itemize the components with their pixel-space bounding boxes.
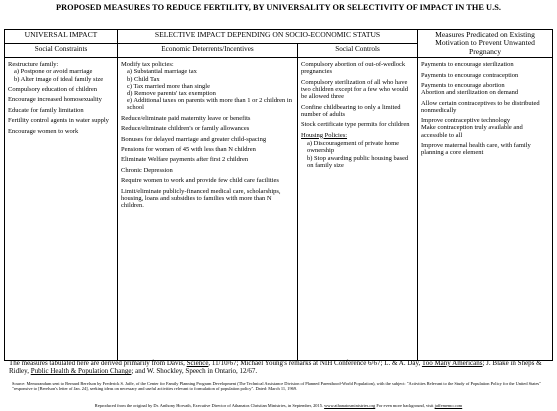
list-item: Payments to encourage sterilization [421, 61, 514, 69]
notes-paragraph [9, 359, 551, 376]
list-item: Compulsory sterilization of all who have two children except for a few who would be allowed three [301, 78, 409, 101]
list-item: Pensions for women of 45 with less than N children [121, 146, 256, 153]
notes-text: The measures tabulated here are derived primarily from Davis, [9, 359, 187, 367]
list-item: Reduce/eliminate paid maternity leave or benefits [121, 114, 251, 122]
list-item: b) Alter image of ideal family size [14, 75, 104, 83]
measures-table [4, 29, 553, 361]
list-item: Compulsory abortion of out-of-wedlock pregnancies [301, 61, 406, 76]
list-item: a) Substantial marriage tax [127, 68, 197, 76]
subheader-economic: Economic Deterrents/Incentives [118, 44, 298, 58]
list-item: Chronic Depression [121, 166, 173, 174]
column-social-controls [298, 58, 418, 361]
list-item: Encourage increased homosexuality [8, 96, 102, 104]
notes-source-too-many-americans: Too Many Americans [421, 359, 483, 367]
notes-source-science: Science [186, 359, 209, 367]
column-social-constraints [5, 58, 118, 361]
reproduction-note [0, 403, 557, 408]
notes-source-public-health: Public Health & Population Change [30, 367, 132, 376]
subheader-social-controls: Social Controls [298, 44, 418, 58]
list-item: Payments to encourage contraception [421, 71, 519, 79]
page-title: PROPOSED MEASURES TO REDUCE FERTILITY, BY UNIVERSALITY OR SELECTIVITY OF IMPACT IN THE U.S. [55, 3, 501, 12]
list-item: d) Remove parents' tax exemption [127, 90, 216, 98]
list-item: Confine childbearing to only a limited number of adults [301, 103, 401, 118]
list-item: Compulsory education of children [8, 86, 97, 94]
list-item: Allow certain contraceptives to be distributed nonmedically [421, 99, 540, 114]
jaffememo-link[interactable]: jaffememo.com [434, 403, 463, 408]
list-item: c) Tax married more than single [127, 82, 210, 90]
list-item: b) Stop awarding public housing based on family size [307, 155, 409, 170]
athanatos-link[interactable]: www.athanatosministries.org [324, 403, 376, 408]
list-item: Require women to work and provide few child care facilities [121, 177, 279, 185]
list-item: Educate for family limitation [8, 106, 84, 114]
list-item: Housing Policies: [301, 131, 348, 139]
list-item: Restructure family: [8, 61, 59, 69]
list-item: e) Additional taxes on parents with more than 1 or 2 children in school [127, 97, 292, 112]
subheader-social-constraints: Social Constraints [5, 44, 118, 58]
list-item: Fertility control agents in water supply [8, 117, 109, 125]
list-item: Reduce/eliminate children's or family allowances [121, 125, 250, 133]
source-note: Source: Memorandum sent to Bernard Berelson by Frederick S. Jaffe, of the Center for Family Planning Program Development (The Technical Assistance Division of Planned Parenthood-World Population), with the subject: "Activities Relevant to the Study of Population Policy for the United States" "responsive to [Berelson's letter of Jan. 24], seeking ideas on necessary and useful activities relevant to formulation of population policy". Dated: March 11, 1969. [12, 381, 541, 392]
reproduction-text: Reproduced from the original by Dr. Anthony Horvath, Executive Director of Athanatos Christian Ministries, in September, 2015. [94, 403, 323, 408]
list-item: Improve contraceptive technology [421, 117, 511, 125]
list-item: a) Postpone or avoid marriage [14, 68, 93, 76]
list-item: Make contraception truly available and accessible to all [421, 124, 523, 139]
notes-text: , 11/10/67; Michael Young's remarks at NIH Conference 6/67; L. & A. Day, [208, 359, 422, 367]
list-item: Abortion and sterilization on demand [421, 89, 519, 97]
list-item: Improve maternal health care, with family planning a core element [421, 141, 531, 157]
reproduction-text-mid: For even more background, visit [375, 403, 435, 408]
header-measures: Measures Predicated on Existing Motivation to Prevent Unwanted Pregnancy [418, 30, 553, 58]
notes-text: ; and W. Shockley, Speech in Ontario, 12/67. [131, 367, 258, 376]
list-item: Limit/eliminate publicly-financed medical care, scholarships, housing, loans and subsidies to families with more than N children. [121, 187, 281, 209]
list-item: Stock certificate type permits for children [301, 121, 410, 129]
header-selective: SELECTIVE IMPACT DEPENDING ON SOCIO-ECONOMIC STATUS [118, 30, 418, 44]
list-item: b) Child Tax [127, 75, 160, 83]
column-existing-motivation [418, 58, 553, 361]
list-item: Eliminate Welfare payments after first 2 children [121, 156, 249, 164]
list-item: a) Discouragement of private home ownership [307, 139, 400, 154]
column-economic [118, 58, 298, 361]
list-item: Payments to encourage abortion [421, 82, 505, 89]
notes-text: ; J. Blake in Sheps & Ridley, [9, 359, 542, 376]
list-item: Encourage women to work [8, 127, 79, 135]
list-item: Bonuses for delayed marriage and greater child-spacing [121, 135, 267, 143]
header-universal: UNIVERSAL IMPACT [5, 30, 118, 44]
list-item: Modify tax policies: [121, 61, 174, 69]
